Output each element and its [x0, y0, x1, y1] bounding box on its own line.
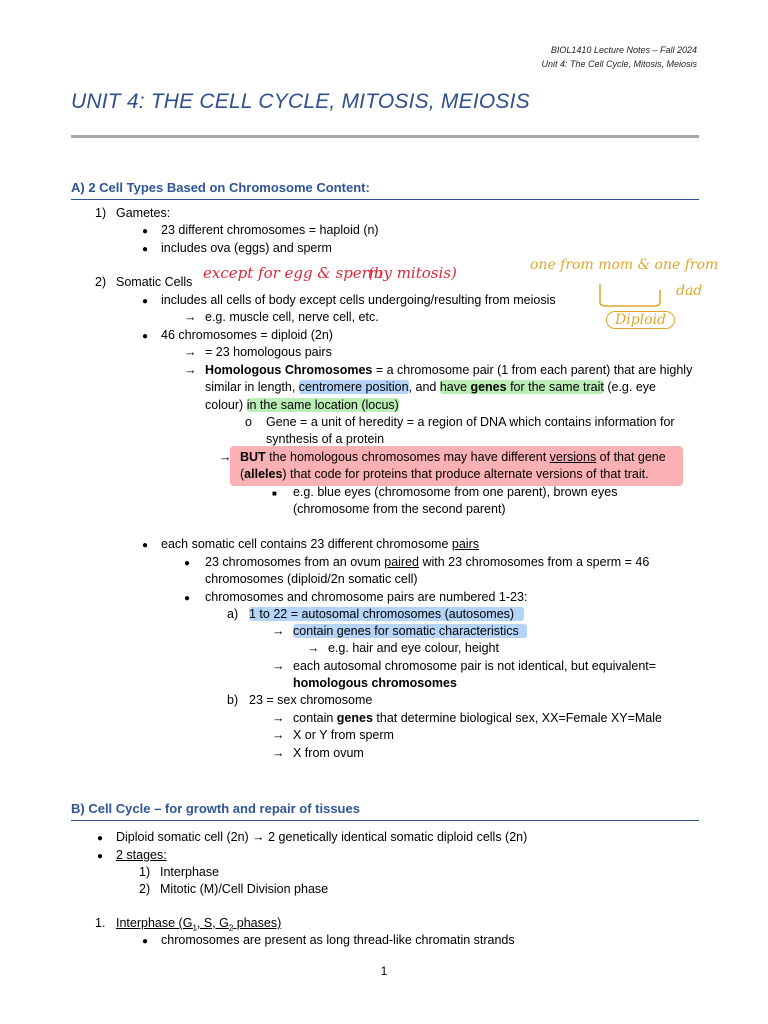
- section-b-heading: B) Cell Cycle – for growth and repair of tissues: [71, 801, 360, 816]
- pairs-a-s1-sub: e.g. hair and eye colour, height: [328, 641, 499, 655]
- header-unit: Unit 4: The Cell Cycle, Mitosis, Meiosis: [541, 59, 697, 69]
- pairs-a-text: 1 to 22 = autosomal chromosomes (autosomes): [249, 606, 524, 623]
- cycle-b1: Diploid somatic cell (2n) → 2 genetically identical somatic diploid cells (2n): [116, 830, 528, 844]
- pairs-b-text: 23 = sex chromosome: [249, 693, 373, 707]
- annotation-red-1: except for egg & sperm: [203, 264, 384, 282]
- bullet-icon: ●: [142, 331, 149, 342]
- homolog-line-3: colour) in the same location (locus): [205, 398, 399, 412]
- gametes-num: 1): [95, 206, 107, 220]
- somatic-b2: 46 chromosomes = diploid (2n): [161, 328, 333, 342]
- annotation-gold-2: dad: [676, 283, 703, 299]
- pairs-a-s1: contain genes for somatic characteristics: [293, 623, 527, 640]
- gene-line-1: Gene = a unit of heredity = a region of DNA which contains information for: [266, 415, 675, 429]
- gametes-b1: 23 different chromosomes = haploid (n): [161, 223, 379, 237]
- bullet-icon: ●: [184, 593, 191, 604]
- circle-bullet-icon: o: [245, 415, 252, 429]
- pairs-s2: chromosomes and chromosome pairs are numbered 1-23:: [205, 590, 528, 604]
- pairs-a-s2-bold: homologous chromosomes: [293, 676, 457, 690]
- cycle-b2: 2 stages:: [116, 848, 167, 862]
- somatic-b2-sub1: = 23 homologous pairs: [205, 345, 332, 359]
- pairs-b-s3: X from ovum: [293, 746, 364, 760]
- somatic-num: 2): [95, 275, 107, 289]
- arrow-icon: →: [272, 624, 285, 638]
- gene-line-2: synthesis of a protein: [266, 432, 385, 446]
- arrow-icon: →: [184, 310, 197, 324]
- section-b-divider: [71, 820, 699, 821]
- annotation-bracket: [596, 282, 666, 312]
- pairs-s1-line2: chromosomes (diploid/2n somatic cell): [205, 572, 418, 586]
- pairs-a-s2: each autosomal chromosome pair is not identical, but equivalent=: [293, 659, 657, 673]
- pairs-b1: each somatic cell contains 23 different chromosome pairs: [161, 537, 479, 551]
- arrow-icon: →: [307, 641, 320, 655]
- pairs-a-label: a): [227, 607, 239, 621]
- arrow-icon: →: [272, 711, 285, 725]
- bullet-icon: ●: [142, 936, 149, 947]
- pairs-s1: 23 chromosomes from an ovum paired with 23 chromosomes from a sperm = 46: [205, 555, 650, 569]
- arrow-icon: →: [272, 659, 285, 673]
- homolog-line-1: Homologous Chromosomes = a chromosome pair (1 from each parent) that are highly: [205, 363, 693, 377]
- page-number: 1: [380, 964, 388, 978]
- bullet-icon: ●: [142, 244, 149, 255]
- arrow-icon: →: [184, 345, 197, 359]
- annotation-gold-1: one from mom & one from: [530, 257, 719, 273]
- arrow-icon: →: [184, 363, 197, 377]
- page-title: UNIT 4: THE CELL CYCLE, MITOSIS, MEIOSIS: [71, 90, 530, 113]
- but-line-2: (alleles) that code for proteins that produce alternate versions of that trait.: [240, 467, 649, 481]
- but-line-1: BUT the homologous chromosomes may have different versions of that gene: [240, 450, 666, 464]
- arrow-icon: →: [219, 450, 232, 464]
- eg-line-2: (chromosome from the second parent): [293, 502, 506, 516]
- bullet-icon: ●: [97, 833, 104, 844]
- arrow-icon: →: [272, 728, 285, 742]
- homolog-line-2: similar in length, centromere position, and have genes for the same trait (e.g. eye: [205, 380, 656, 394]
- gametes-b2: includes ova (eggs) and sperm: [161, 241, 332, 255]
- annotation-gold-3: Diploid: [606, 311, 675, 329]
- bullet-icon: ●: [184, 558, 191, 569]
- cycle-s1-num: 1): [139, 865, 151, 879]
- section-a-heading: A) 2 Cell Types Based on Chromosome Content:: [71, 180, 370, 195]
- title-divider: [71, 135, 699, 138]
- pairs-b-label: b): [227, 693, 239, 707]
- somatic-label: Somatic Cells: [116, 275, 193, 289]
- cycle-s1: Interphase: [160, 865, 220, 879]
- interphase-num: 1.: [95, 916, 106, 930]
- cycle-s2-num: 2): [139, 882, 151, 896]
- bullet-icon: ●: [142, 296, 149, 307]
- interphase-b1: chromosomes are present as long thread-like chromatin strands: [161, 933, 515, 947]
- somatic-b1: includes all cells of body except cells undergoing/resulting from meiosis: [161, 293, 556, 307]
- section-a-divider: [71, 199, 699, 200]
- annotation-red-2: (by mitosis): [368, 264, 457, 282]
- arrow-icon: →: [272, 746, 285, 760]
- pairs-b-s2: X or Y from sperm: [293, 728, 394, 742]
- eg-line-1: e.g. blue eyes (chromosome from one parent), brown eyes: [293, 485, 618, 499]
- bullet-icon: ●: [142, 540, 149, 551]
- cycle-s2: Mitotic (M)/Cell Division phase: [160, 882, 329, 896]
- header-course: BIOL1410 Lecture Notes – Fall 2024: [550, 45, 697, 55]
- interphase-heading: Interphase ($G_1$, S, $G_2$ phases): [116, 916, 282, 933]
- somatic-b1-sub: e.g. muscle cell, nerve cell, etc.: [205, 310, 379, 324]
- bullet-icon: ●: [142, 226, 149, 237]
- bullet-icon: ●: [97, 851, 104, 862]
- pairs-b-s1: contain genes that determine biological sex, XX=Female XY=Male: [293, 711, 662, 725]
- gametes-label: Gametes:: [116, 206, 171, 220]
- square-bullet-icon: ■: [272, 489, 277, 498]
